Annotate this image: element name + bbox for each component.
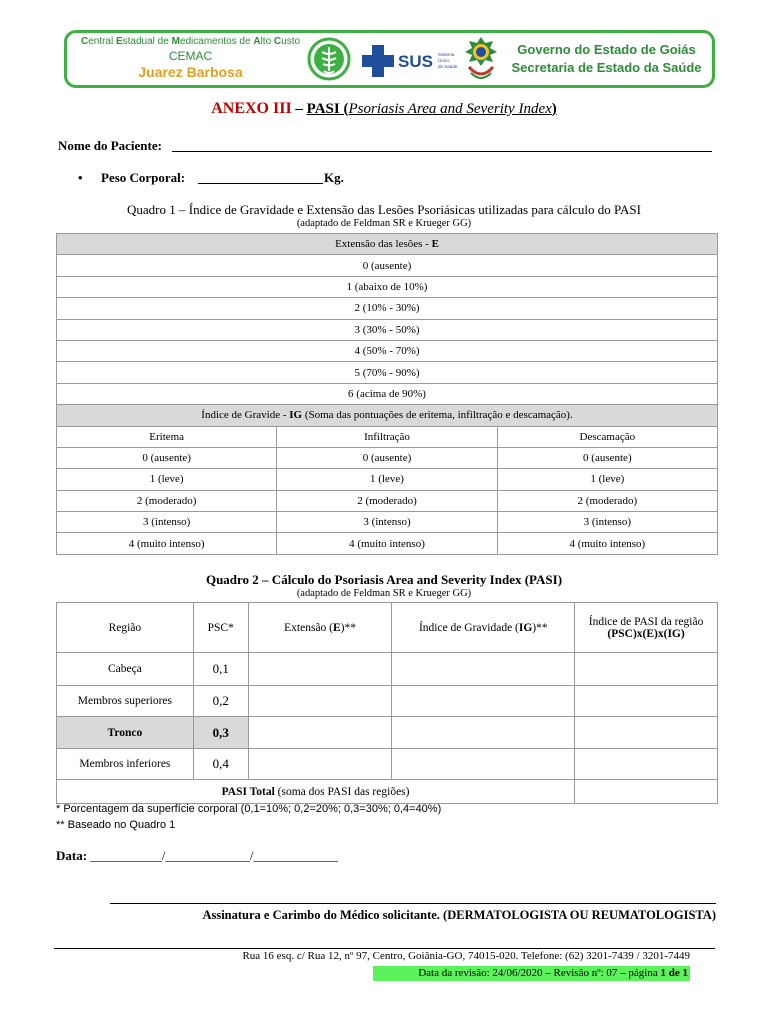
date-label: Data: [56, 848, 91, 863]
footer-address: Rua 16 esq. c/ Rua 12, nº 97, Centro, Goiânia-GO, 74015-020. Telefone: (62) 3201-7439 / 3201-7449 [242, 950, 690, 962]
region-cell: Cabeça [57, 653, 194, 686]
footnote-1: * Porcentagem da superfície corporal (0,1=10%; 0,2=20%; 0,3=30%; 0,4=40%) [56, 803, 442, 815]
svg-text:SUS: SUS [398, 52, 433, 71]
quadro2-heading: Quadro 2 – Cálculo do Psoriasis Area and Severity Index (PASI) [205, 572, 563, 587]
table-cell: 2 (moderado) [497, 490, 717, 511]
column-header-pasi: Índice de PASI da região (PSC)x(E)x(IG) [575, 603, 718, 653]
government-title [504, 41, 709, 77]
quadro1-title [0, 202, 768, 229]
goias-coat-of-arms-icon [463, 35, 499, 85]
column-header-regiao: Região [57, 603, 194, 653]
quadro1-subtitle: (adaptado de Feldman SR e Krueger GG) [296, 218, 472, 229]
table-cell: 2 (moderado) [277, 490, 497, 511]
column-header-psc: PSC* [193, 603, 248, 653]
table-cell: 3 (intenso) [57, 512, 277, 533]
extension-input-cell[interactable] [248, 686, 392, 717]
gov-line-2: Secretaria de Estado da Saúde [511, 60, 702, 75]
quadro1-table [56, 233, 718, 555]
pasi-title: PASI (Psoriasis Area and Severity Index) [306, 101, 557, 117]
table-cell: 0 (ausente) [497, 447, 717, 468]
column-header-extensao: Extensão (E)** [248, 603, 392, 653]
quadro2-subtitle: (adaptado de Feldman SR e Krueger GG) [296, 588, 472, 599]
column-header-eritema: Eritema [57, 426, 277, 447]
table-cell: 4 (muito intenso) [277, 533, 497, 554]
cemac-full-name: Central Estadual de Medicamentos de Alto Custo [80, 36, 301, 47]
weight-field[interactable] [198, 183, 323, 184]
pharmacy-logo-icon [307, 37, 351, 81]
severity-input-cell[interactable] [392, 749, 575, 780]
table-row: 6 (acima de 90%) [57, 383, 718, 404]
signature-caption: Assinatura e Carimbo do Médico solicitante. (DERMATOLOGISTA OU REUMATOLOGISTA) [202, 908, 716, 922]
pasi-total-input-cell[interactable] [575, 780, 718, 804]
table-cell: 2 (moderado) [57, 490, 277, 511]
cemac-block [73, 36, 308, 80]
signature-line [110, 903, 716, 904]
extension-input-cell[interactable] [248, 749, 392, 780]
quadro2-table [56, 602, 718, 804]
sus-logo-icon [362, 41, 462, 77]
annex-label: ANEXO III [211, 100, 292, 117]
footnotes [56, 801, 441, 833]
quadro2-title [0, 572, 768, 599]
column-header-infiltracao: Infiltração [277, 426, 497, 447]
svg-text:Único: Único [438, 58, 450, 63]
psc-cell: 0,1 [193, 653, 248, 686]
pasi-input-cell[interactable] [575, 653, 718, 686]
pasi-input-cell[interactable] [575, 686, 718, 717]
severity-input-cell[interactable] [392, 686, 575, 717]
table-cell: 1 (leve) [57, 469, 277, 490]
weight-unit: Kg. [324, 170, 344, 185]
gov-line-1: Governo do Estado de Goiás [517, 42, 696, 57]
cemac-acronym: CEMAC [168, 49, 213, 63]
extension-input-cell[interactable] [248, 653, 392, 686]
column-header-ig: Índice de Gravidade (IG)** [392, 603, 575, 653]
extension-input-cell[interactable] [248, 717, 392, 749]
region-cell: Tronco [57, 717, 194, 749]
footnote-2: ** Baseado no Quadro 1 [56, 819, 176, 831]
weight-label: Peso Corporal: [101, 170, 186, 185]
table-row: 5 (70% - 90%) [57, 362, 718, 383]
table-cell: 4 (muito intenso) [497, 533, 717, 554]
table-row: 2 (10% - 30%) [57, 298, 718, 319]
date-field[interactable]: ___________/_____________/_____________ [90, 848, 339, 863]
table-cell: 4 (muito intenso) [57, 533, 277, 554]
column-header-descamacao: Descamação [497, 426, 717, 447]
document-title: ANEXO III – PASI (Psoriasis Area and Severity Index) [211, 100, 557, 117]
date-row [56, 848, 338, 864]
pasi-total-label: PASI Total (soma dos PASI das regiões) [57, 780, 575, 804]
weight-row [78, 170, 83, 186]
table-row: 3 (30% - 50%) [57, 319, 718, 340]
bullet-icon: • [78, 170, 83, 185]
table-cell: 3 (intenso) [497, 512, 717, 533]
table-row: 4 (50% - 70%) [57, 340, 718, 361]
psc-cell: 0,4 [193, 749, 248, 780]
svg-text:de Saúde: de Saúde [438, 64, 458, 69]
table-cell: 0 (ausente) [277, 447, 497, 468]
pasi-input-cell[interactable] [575, 717, 718, 749]
footer-revision: Data da revisão: 24/06/2020 – Revisão nº: 07 – página 1 de 1 [373, 966, 690, 981]
psc-cell: 0,3 [193, 717, 248, 749]
region-cell: Membros superiores [57, 686, 194, 717]
table-row: 0 (ausente) [57, 255, 718, 276]
severity-input-cell[interactable] [392, 717, 575, 749]
table-cell: 3 (intenso) [277, 512, 497, 533]
pasi-input-cell[interactable] [575, 749, 718, 780]
severity-input-cell[interactable] [392, 653, 575, 686]
footer-divider [54, 948, 715, 949]
table-cell: 1 (leve) [277, 469, 497, 490]
patient-name-field[interactable] [172, 151, 712, 152]
region-cell: Membros inferiores [57, 749, 194, 780]
severity-header: Índice de Gravide - IG (Soma das pontuações de eritema, infiltração e descamação). [57, 405, 718, 426]
quadro1-heading: Quadro 1 – Índice de Gravidade e Extensão das Lesões Psoriásicas utilizadas para cálculo do PASI [127, 202, 641, 217]
header-banner [64, 30, 715, 88]
table-cell: 0 (ausente) [57, 447, 277, 468]
svg-text:Sistema: Sistema [438, 52, 455, 57]
extension-header: Extensão das lesões - E [57, 234, 718, 255]
psc-cell: 0,2 [193, 686, 248, 717]
table-cell: 1 (leve) [497, 469, 717, 490]
table-row: 1 (abaixo de 10%) [57, 276, 718, 297]
cemac-name: Juarez Barbosa [138, 64, 243, 80]
patient-name-label: Nome do Paciente: [58, 138, 162, 153]
